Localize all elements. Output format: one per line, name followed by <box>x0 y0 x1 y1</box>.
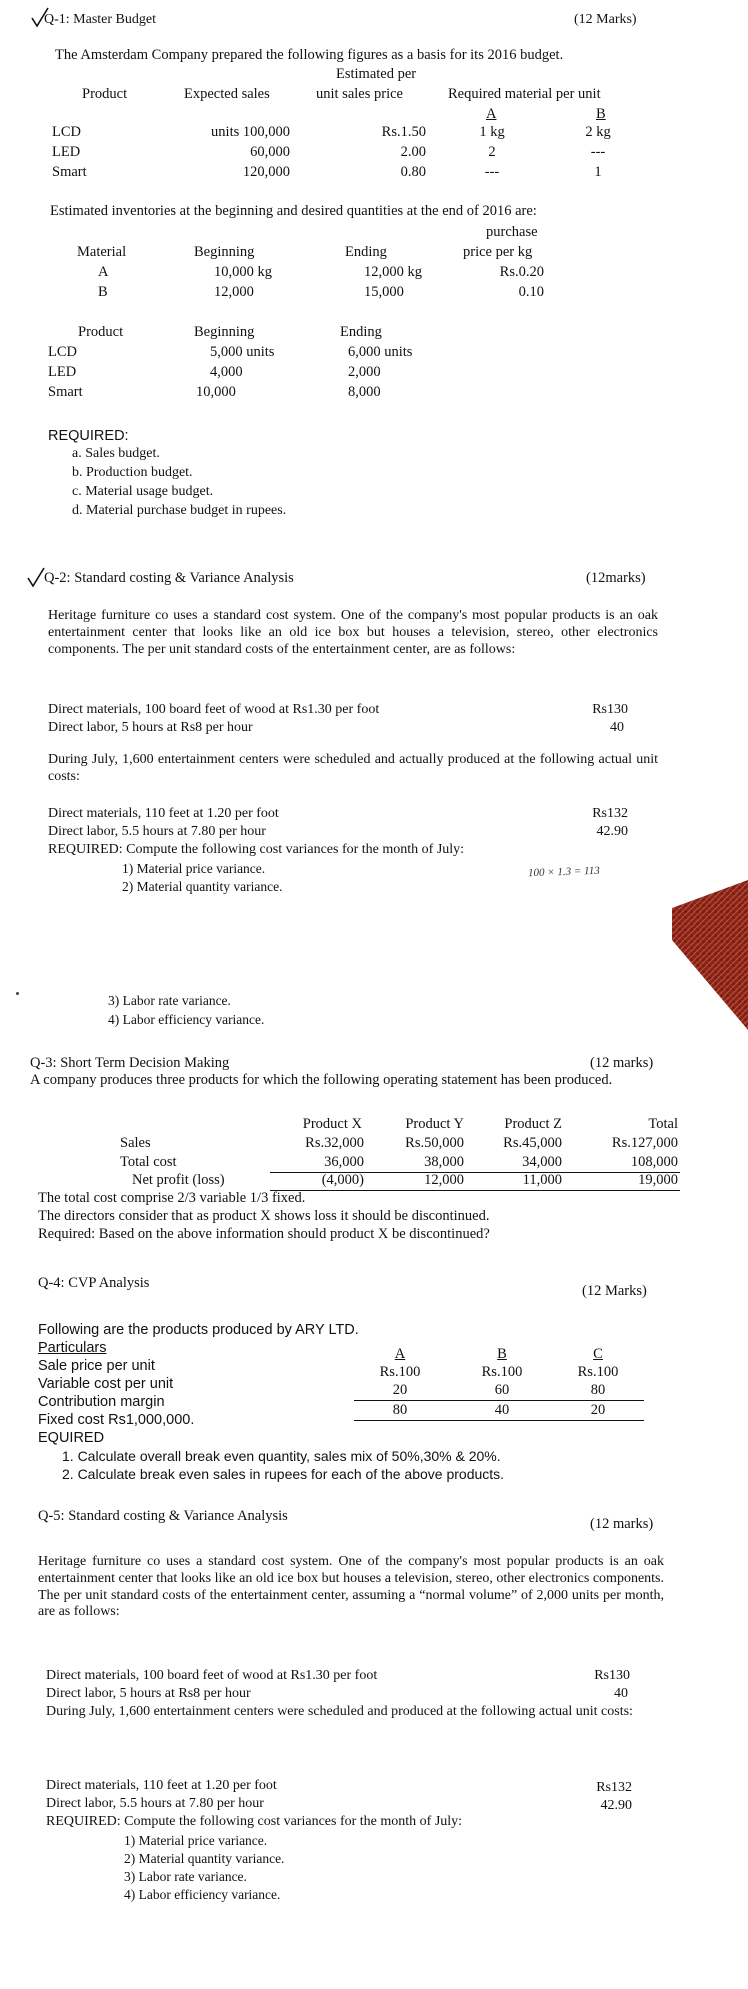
table-cell: 1 kg <box>479 124 505 140</box>
list-item: 4) Labor efficiency variance. <box>124 1887 281 1902</box>
list-item: 2) Material quantity variance. <box>124 1851 285 1866</box>
checkmark-icon <box>26 566 46 588</box>
table-cell: 2 <box>488 144 496 160</box>
table-rule <box>354 1420 644 1421</box>
table-cell: 20 <box>392 1382 408 1398</box>
table-cell: LCD <box>52 124 81 140</box>
q1-head-product: Product <box>82 86 128 102</box>
table-cell: B <box>98 284 108 300</box>
table-row-label: Total cost <box>120 1154 177 1170</box>
table-cell: 120,000 <box>242 164 290 180</box>
table-cell: 4,000 <box>210 364 243 380</box>
table-cell: Rs.0.20 <box>499 264 544 280</box>
q3-note-cost: The total cost comprise 2/3 variable 1/3 fixed. <box>38 1190 306 1206</box>
table-cell: --- <box>590 144 606 160</box>
q2-required: REQUIRED: Compute the following cost variances for the month of July: <box>48 842 465 857</box>
q1-head-b: B <box>596 106 606 122</box>
q2-handwritten-note: 100 × 1.3 = 113 <box>527 864 600 880</box>
q5-july-text: During July, 1,600 entertainment centers were scheduled and produced at the following actual unit costs: <box>46 1704 633 1719</box>
q1-title: Q-1: Master Budget <box>44 12 156 27</box>
table-cell: Rs.100 <box>481 1364 523 1380</box>
table-cell: Smart <box>48 384 83 400</box>
table-cell: 12,000 <box>214 284 254 300</box>
q2-act-direct-materials: Direct materials, 110 feet at 1.20 per foot <box>48 806 279 821</box>
table-header: B <box>497 1346 507 1362</box>
q2-marks: (12marks) <box>586 570 646 586</box>
table-header: Total <box>648 1116 678 1132</box>
table-cell: 12,000 kg <box>364 264 422 280</box>
q1-required-heading: REQUIRED: <box>48 428 129 444</box>
q1-head-a: A <box>486 106 497 122</box>
table-cell: 60 <box>494 1382 510 1398</box>
table-row-label: Sale price per unit <box>38 1358 155 1374</box>
table-cell: 38,000 <box>424 1154 464 1170</box>
q3-note-required: Required: Based on the above information should product X be discontinued? <box>38 1226 490 1242</box>
q1-head-expected-sales: Expected sales <box>184 86 270 102</box>
table-cell: 34,000 <box>522 1154 562 1170</box>
q2-std-direct-labor: Direct labor, 5 hours at Rs8 per hour <box>48 720 253 735</box>
q1-inventory-intro: Estimated inventories at the beginning and desired quantities at the end of 2016 are: <box>50 203 537 219</box>
table-cell: 60,000 <box>250 144 290 160</box>
table-cell: Rs.50,000 <box>405 1135 464 1151</box>
q5-act-direct-labor: Direct labor, 5.5 hours at 7.80 per hour <box>46 1796 264 1811</box>
q5-std-direct-labor-value: 40 <box>614 1686 628 1701</box>
list-item: 3) Labor rate variance. <box>124 1869 247 1884</box>
table-cell: LED <box>52 144 81 160</box>
table-cell: 2,000 <box>348 364 381 380</box>
table-cell: 108,000 <box>630 1154 678 1170</box>
table-cell: 6,000 units <box>348 344 413 360</box>
table-cell: 11,000 <box>522 1172 562 1188</box>
list-item: 2. Calculate break even sales in rupees for each of the above products. <box>62 1466 505 1482</box>
q4-intro: Following are the products produced by ARY LTD. <box>38 1322 359 1338</box>
table-rule <box>270 1190 680 1191</box>
list-item: 1) Material price variance. <box>122 861 266 876</box>
q1-inv-head-beginning: Beginning <box>194 244 255 260</box>
q3-note-directors: The directors consider that as product X shows loss it should be discontinued. <box>38 1208 490 1224</box>
q1-prod-head-product: Product <box>78 324 124 340</box>
q1-inv-head-purchase: purchase <box>486 224 538 240</box>
q1-head-required-material: Required material per unit <box>448 86 601 102</box>
q1-inv-head-ending: Ending <box>345 244 387 260</box>
table-cell: 12,000 <box>424 1172 464 1188</box>
table-cell: (4,000) <box>321 1172 364 1188</box>
table-cell: Rs.32,000 <box>305 1135 364 1151</box>
q2-paragraph: Heritage furniture co uses a standard cost system. One of the company's most popular products is an oak entertainment center that looks like an old ice box but houses a television, stereo, other electronics components. The per unit standard costs of the entertainment center, are as follows: <box>48 608 658 657</box>
list-item: c. Material usage budget. <box>72 484 214 499</box>
q1-intro: The Amsterdam Company prepared the following figures as a basis for its 2016 budget. <box>55 47 564 63</box>
q2-std-direct-labor-value: 40 <box>610 720 624 735</box>
table-cell: 1 <box>594 164 602 180</box>
q4-fixed-cost: Fixed cost Rs1,000,000. <box>38 1412 195 1428</box>
q4-required: EQUIRED <box>38 1430 105 1446</box>
q5-required: REQUIRED: Compute the following cost variances for the month of July: <box>46 1814 463 1829</box>
table-header: Product X <box>302 1116 362 1132</box>
q5-paragraph: Heritage furniture co uses a standard cost system. One of the company's most popular products is an oak entertainment center that looks like an old ice box but houses a television, stereo, other electronics components. The per unit standard costs of the entertainment center, assuming a “normal volume” of 2,000 units per month, are as follows: <box>38 1554 664 1620</box>
q1-prod-head-ending: Ending <box>340 324 382 340</box>
table-cell: 20 <box>590 1402 606 1418</box>
table-cell: A <box>98 264 109 280</box>
list-item: 4) Labor efficiency variance. <box>108 1012 265 1027</box>
table-cell: --- <box>484 164 500 180</box>
q5-act-direct-materials: Direct materials, 110 feet at 1.20 per foot <box>46 1778 277 1793</box>
q1-head-unit-sales-price: unit sales price <box>316 86 403 102</box>
q2-act-direct-labor: Direct labor, 5.5 hours at 7.80 per hour <box>48 824 266 839</box>
list-item: 2) Material quantity variance. <box>122 879 283 894</box>
table-cell: Rs.100 <box>379 1364 421 1380</box>
table-cell: 8,000 <box>348 384 381 400</box>
q4-title: Q-4: CVP Analysis <box>38 1275 150 1291</box>
table-cell: LED <box>48 364 77 380</box>
q2-std-direct-materials: Direct materials, 100 board feet of wood at Rs1.30 per foot <box>48 702 380 717</box>
list-item: b. Production budget. <box>72 465 193 480</box>
q3-title: Q-3: Short Term Decision Making <box>30 1055 230 1071</box>
q3-marks: (12 marks) <box>590 1055 654 1071</box>
q2-july-text: During July, 1,600 entertainment centers were scheduled and actually produced at the following actual unit costs: <box>48 752 658 784</box>
table-cell: 0.80 <box>400 164 426 180</box>
table-cell: 5,000 units <box>210 344 275 360</box>
table-cell: Rs.45,000 <box>503 1135 562 1151</box>
table-cell: Rs.100 <box>577 1364 619 1380</box>
table-header: Product Y <box>405 1116 464 1132</box>
q1-marks: (12 Marks) <box>574 12 637 27</box>
table-cell: 80 <box>392 1402 408 1418</box>
q1-prod-head-beginning: Beginning <box>194 324 255 340</box>
list-item: 3) Labor rate variance. <box>108 993 231 1008</box>
table-row-label: Net profit (loss) <box>132 1172 225 1188</box>
table-cell: 2.00 <box>400 144 426 160</box>
q2-act-direct-materials-value: Rs132 <box>592 806 628 821</box>
q1-head-estimated-per: Estimated per <box>336 66 417 82</box>
stray-dot <box>16 992 19 995</box>
table-cell: 36,000 <box>324 1154 364 1170</box>
q1-inv-head-price: price per kg <box>463 244 533 260</box>
table-cell: 10,000 kg <box>214 264 272 280</box>
table-cell: 19,000 <box>638 1172 678 1188</box>
q5-std-direct-materials-value: Rs130 <box>594 1668 630 1683</box>
q3-intro: A company produces three products for which the following operating statement has been produced. <box>30 1072 613 1088</box>
table-cell: 15,000 <box>364 284 404 300</box>
q2-title: Q-2: Standard costing & Variance Analysis <box>44 570 294 586</box>
table-cell: Rs.127,000 <box>611 1135 678 1151</box>
table-cell: 40 <box>494 1402 510 1418</box>
q2-act-direct-labor-value: 42.90 <box>596 824 628 839</box>
q1-inv-head-material: Material <box>77 244 127 260</box>
q5-std-direct-materials: Direct materials, 100 board feet of wood at Rs1.30 per foot <box>46 1668 378 1683</box>
q4-particulars: Particulars <box>38 1340 107 1356</box>
q5-title: Q-5: Standard costing & Variance Analysis <box>38 1508 288 1524</box>
table-row-label: Contribution margin <box>38 1394 165 1410</box>
q5-act-direct-materials-value: Rs132 <box>596 1780 632 1795</box>
q5-marks: (12 marks) <box>590 1516 654 1532</box>
table-row-label: Sales <box>120 1135 151 1151</box>
table-header: Product Z <box>504 1116 562 1132</box>
table-cell: Smart <box>52 164 87 180</box>
q2-std-direct-materials-value: Rs130 <box>592 702 628 717</box>
list-item: d. Material purchase budget in rupees. <box>72 503 287 518</box>
q5-act-direct-labor-value: 42.90 <box>600 1798 632 1813</box>
table-cell: 2 kg <box>585 124 611 140</box>
list-item: 1. Calculate overall break even quantity, sales mix of 50%,30% & 20%. <box>62 1448 501 1464</box>
q5-std-direct-labor: Direct labor, 5 hours at Rs8 per hour <box>46 1686 251 1701</box>
table-cell: 0.10 <box>518 284 544 300</box>
table-cell: Rs.1.50 <box>381 124 426 140</box>
q4-marks: (12 Marks) <box>582 1283 647 1299</box>
table-header: C <box>593 1346 603 1362</box>
table-row-label: Variable cost per unit <box>38 1376 174 1392</box>
table-cell: units 100,000 <box>211 124 290 140</box>
photo-edge-corner <box>672 880 748 1030</box>
list-item: a. Sales budget. <box>72 446 160 461</box>
list-item: 1) Material price variance. <box>124 1833 268 1848</box>
table-cell: LCD <box>48 344 77 360</box>
table-cell: 10,000 <box>196 384 236 400</box>
table-header: A <box>394 1346 406 1362</box>
table-cell: 80 <box>590 1382 606 1398</box>
table-rule <box>354 1400 644 1401</box>
